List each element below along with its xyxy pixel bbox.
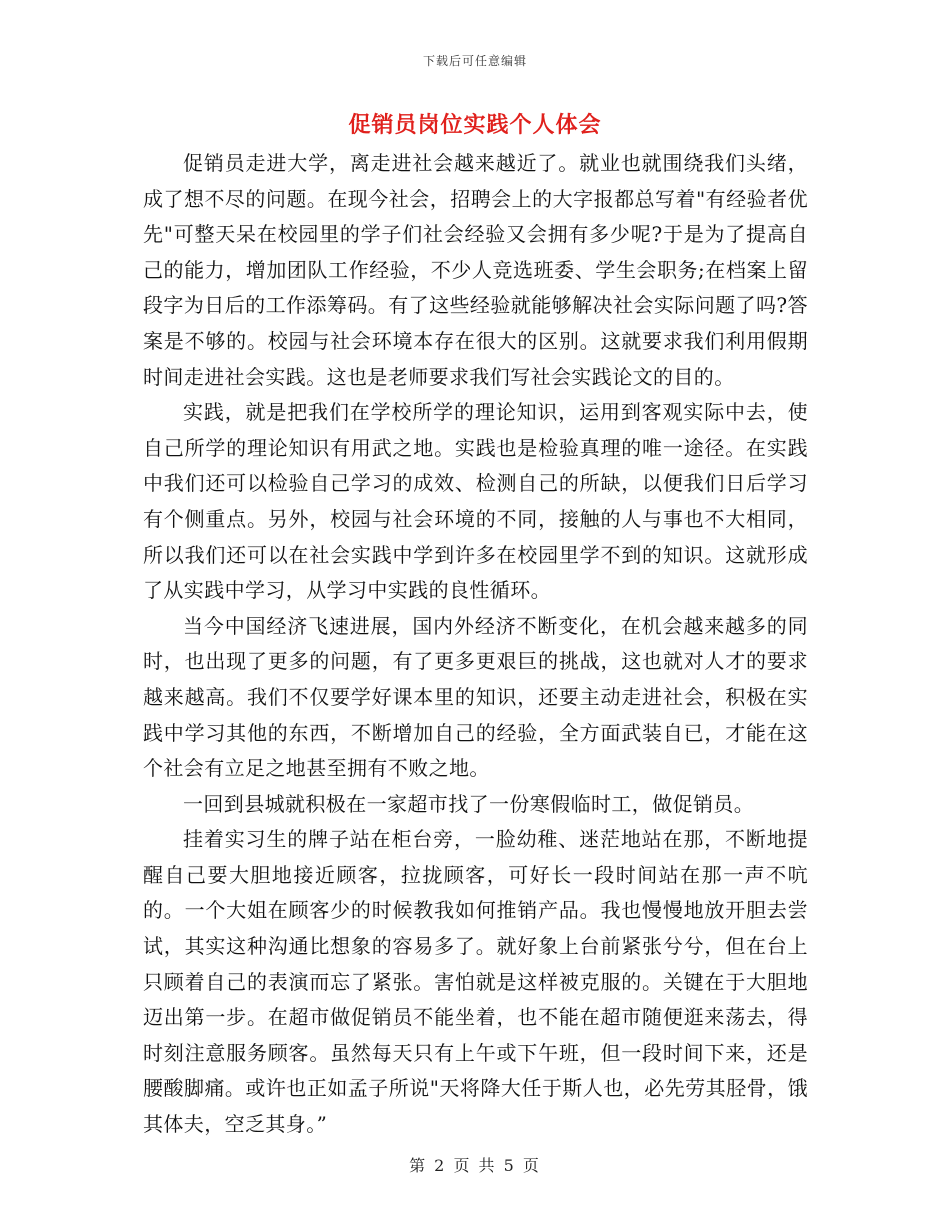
paragraph: 一回到县城就积极在一家超市找了一份寒假临时工，做促销员。 <box>183 791 755 816</box>
paragraph: 促销员走进大学，离走进社会越来越近了。就业也就围绕我们头绪，成了想不尽的问题。在现今社会，招聘会上的大字报都总写着"有经验者优先"可整天呆在校园里的学子们社会经验又会拥有多少呢?于是为了提高自己的能力，增加团队工作经验，不少人竞选班委、学生会职务;在档案上留段字为日后的工作添筹码。有了这些经验就能够解决社会实际问题了吗?答案是不够的。校园与社会环境本存在很大的区别。这就要求我们利用假期时间走进社会实践。这也是老师要求我们写社会实践论文的目的。 <box>143 151 808 389</box>
document-title: 促销员岗位实践个人体会 <box>348 112 602 138</box>
page-number-footer: 第 2 页 共 5 页 <box>409 1156 541 1175</box>
document-body <box>143 146 808 1143</box>
header-note: 下载后可任意编辑 <box>422 54 527 68</box>
paragraph: 实践，就是把我们在学校所学的理论知识，运用到客观实际中去，使自己所学的理论知识有用武之地。实践也是检验真理的唯一途径。在实践中我们还可以检验自己学习的成效、检测自己的所缺，以便我们日后学习有个侧重点。另外，校园与社会环境的不同，接触的人与事也不大相同，所以我们还可以在社会实践中学到许多在校园里学不到的知识。这就形成了从实践中学习，从学习中实践的良性循环。 <box>143 400 808 603</box>
paragraph: 挂着实习生的牌子站在柜台旁，一脸幼稚、迷茫地站在那，不断地提醒自己要大胆地接近顾客，拉拢顾客，可好长一段时间站在那一声不吭的。一个大姐在顾客少的时候教我如何推销产品。我也慢慢地放开胆去尝试，其实这种沟通比想象的容易多了。就好象上台前紧张兮兮，但在台上只顾着自己的表演而忘了紧张。害怕就是这样被克服的。关键在于大胆地迈出第一步。在超市做促销员不能坐着，也不能在超市随便逛来荡去，得时刻注意服务顾客。虽然每天只有上午或下午班，但一段时间下来，还是腰酸脚痛。或许也正如孟子所说"天将降大任于斯人也，必先劳其胫骨，饿其体夫，空乏其身。” <box>143 827 808 1137</box>
paragraph: 当今中国经济飞速进展，国内外经济不断变化，在机会越来越多的同时，也出现了更多的问题，有了更多更艰巨的挑战，这也就对人才的要求越来越高。我们不仅要学好课本里的知识，还要主动走进社会，积极在实践中学习其他的东西，不断增加自己的经验，全方面武装自已，才能在这个社会有立足之地甚至拥有不败之地。 <box>143 613 808 781</box>
